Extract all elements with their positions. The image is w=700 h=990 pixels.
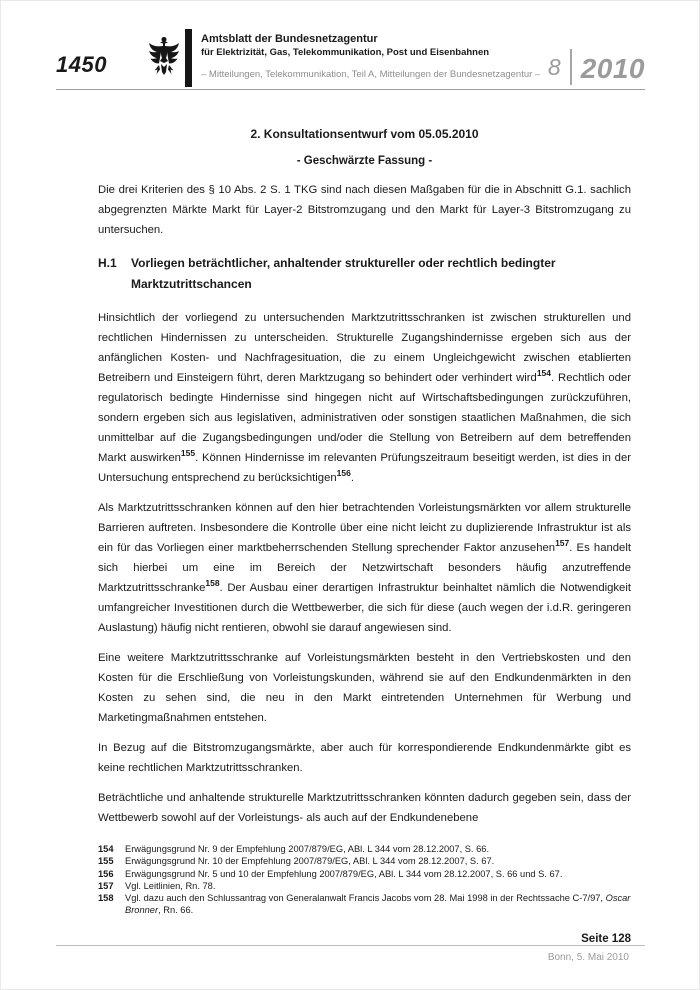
- body-paragraph-2: Als Marktzutrittsschranken können auf den hier betrachtenden Vorleistungsmärkten vor allem strukturelle Barrieren auftreten. Insbesondere die Kontrolle über eine nicht leicht zu duplizierende Infrastruktur ist als ein für das Vorliegen einer marktbeherrschenden Stellung sprechender Faktor anzusehen$^{157}$. Es handelt sich hierbei um eine im Bereich der Netzwirtschaft besonders häufig anzutreffende Marktzutrittsschranke$^{158}$. Der Ausbau einer derartigen Infrastruktur beinhaltet nämlich die Notwendigkeit umfangreicher Investitionen durch die Wettbewerber, die sich für diese (auch wegen der i.d.R. geringeren Auslastung) häufig nicht rentieren, obwohl sie darauf angewiesen sind.: [98, 502, 631, 634]
- masthead-divider-bar: [185, 29, 192, 87]
- body-paragraph-4: In Bezug auf die Bitstromzugangsmärkte, aber auch für korrespondierende Endkundenmärkte gibt es keine rechtlichen Marktzutrittsschranken.: [98, 742, 631, 774]
- masthead-center: [148, 29, 540, 87]
- footnote-158: [98, 892, 631, 917]
- document-subtitle: - Geschwärzte Fassung -: [296, 155, 433, 167]
- issue-year: 2010: [580, 53, 645, 84]
- footnote-155: [98, 855, 631, 867]
- footnote-number: 157: [98, 880, 114, 891]
- body-paragraph-3: Eine weitere Marktzutrittsschranke auf Vorleistungsmärkten besteht in den Vertriebskosten und den Kosten für die Erschließung von Vorleistungskunden, während sie auf den Endkundenmärkten in den Kosten zu sehen sind, die neu in den Markt eintretenden Unternehmen für Werbung und Marketingmaßnahmen entstehen.: [98, 652, 631, 724]
- footnote-text: Vgl. Leitlinien, Rn. 78.: [125, 880, 216, 891]
- page-number-label: Seite 128: [581, 932, 631, 945]
- footnotes: [98, 843, 631, 917]
- masthead-section-line: – Mitteilungen, Telekommunikation, Teil A, Mitteilungen der Bundesnetzagentur –: [201, 69, 541, 80]
- issue-number: 8: [547, 54, 561, 80]
- section-number: H.1: [98, 256, 117, 270]
- section-title: Vorliegen beträchtlicher, anhaltender struktureller oder rechtlich bedingter Marktzutrittschancen: [131, 256, 556, 291]
- footnote-number: 154: [98, 844, 114, 854]
- footnote-number: 158: [98, 893, 114, 904]
- footnote-number: 155: [98, 856, 114, 867]
- footnote-156: [98, 868, 631, 880]
- masthead-title: Amtsblatt der Bundesnetzagentur: [201, 33, 378, 45]
- document-body: [98, 124, 631, 828]
- footnote-text: Erwägungsgrund Nr. 10 der Empfehlung 2007/879/EG, ABl. L 344 vom 28.12.2007, S. 67.: [125, 856, 495, 867]
- footer-rule: [56, 945, 645, 946]
- body-paragraph-1: Hinsichtlich der vorliegend zu untersuchenden Marktzutrittsschranken ist zwischen strukturellen und rechtlichen Hindernissen zu unterscheiden. Strukturelle Zugangshindernisse ergeben sich aus der anfänglichen Kosten- und Nachfragesituation, die zu einem Ungleichgewicht zwischen etablierten Betreibern und Einsteigern führt, deren Marktzugang so behindert oder verhindert wird$^{154}$. Rechtlich oder regulatorisch bedingte Hindernisse sind hingegen nicht auf Wirtschaftsbedingungen zurückzuführen, sondern ergeben sich aus legislativen, administrativen oder sonstigen staatlichen Maßnahmen, die sich unmittelbar auf die Zugangsbedingungen und/oder die Stellung von Betreibern auf dem betreffenden Markt auswirken$^{155}$. Können Hindernisse im relevanten Prüfungszeitraum beseitigt werden, ist dies in der Untersuchung entsprechend zu berücksichtigen$^{156}$.: [98, 312, 631, 484]
- footer-date: Bonn, 5. Mai 2010: [547, 952, 629, 963]
- footnote-number: 156: [98, 868, 114, 879]
- issue-page-number: 1450: [56, 52, 107, 77]
- federal-eagle-icon: [148, 36, 180, 80]
- intro-paragraph: Die drei Kriterien des § 10 Abs. 2 S. 1 TKG sind nach diesen Maßgaben für die in Abschnitt G.1. sachlich abgegrenzten Märkte Markt für Layer-2 Bitstromzugang und den Markt für Layer-3 Bitstromzugang zu untersuchen.: [98, 184, 631, 236]
- masthead-rule: [56, 89, 645, 90]
- footnote-text: Erwägungsgrund Nr. 9 der Empfehlung 2007/879/EG, ABl. L 344 vom 28.12.2007, S. 66.: [125, 844, 490, 854]
- document-title: 2. Konsultationsentwurf vom 05.05.2010: [250, 127, 479, 141]
- issue-year-block: [548, 29, 645, 87]
- body-paragraph-5: Beträchtliche und anhaltende strukturelle Marktzutrittsschranken könnten dadurch gegeben sein, dass der Wettbewerb sowohl auf der Vorleistungs- als auch auf der Endkundenebene: [98, 792, 631, 824]
- issue-year-divider: [570, 49, 572, 85]
- masthead: [56, 29, 645, 87]
- footnote-text: Vgl. dazu auch den Schlussantrag von Generalanwalt Francis Jacobs vom 28. Mai 1998 in der Rechtssache C-7/97, Oscar Bronner, Rn. 66.: [125, 893, 631, 916]
- footnote-text: Erwägungsgrund Nr. 5 und 10 der Empfehlung 2007/879/EG, ABl. L 344 vom 28.12.2007, S. 66 und S. 67.: [125, 868, 563, 879]
- footnote-154: [98, 843, 631, 855]
- masthead-subtitle: für Elektrizität, Gas, Telekommunikation, Post und Eisenbahnen: [201, 47, 490, 58]
- masthead-titles: [192, 29, 540, 87]
- footnote-157: [98, 880, 631, 892]
- section-heading: [98, 253, 631, 295]
